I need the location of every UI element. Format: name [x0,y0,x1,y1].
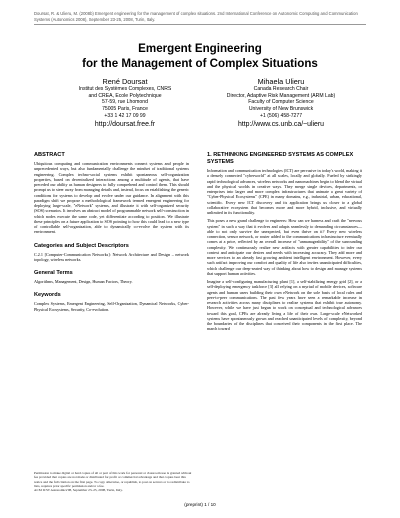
author-block-doursat [40,77,210,129]
abstract-text: Ubiquitous computing and communication environments connect systems and people in unprecedented ways, but also fundamentally challenge the mindset of traditional systems engineering. Complex techno-social systems exhibit spontaneous self-organization properties, based on decentralized interactions among a multitude of agents, that have preceded our ability as human designers to fully comprehend and control them. This should prompt us to steer away from managing details and, instead, focus on establishing the generic conditions for systems to develop and evolve under our guidance. In alignment with this paradigm shift we propose a methodological framework termed emergent engineering for deploying large-scale, "eNetwork" systems, and illustrate it with self-organized security (SOS) scenarios. It involves an abstract model of programmable network self-construction in which nodes execute the same code, yet differentiate according to position. We illustrate these principles on a future application to SOS pointing to how this could lead to a new type of controllable self-organization, able to dynamically co-evolve the system with its environment. [34,161,190,235]
author-affiliation-line: Institut des Systèmes Complexes, CNRS [78,86,172,92]
body-paragraph: Information and communication technologies (ICT) are pervasive in today's world, making it a densely connected "cyberworld" at all scales, locally and globally. Fueled by strikingly rapid technological advances, wireless networks and nanomachines begin to blend the virtual and the physical worlds in creative ways. They merge single devices, departments, or enterprises into larger and more complex infrastructures that animate a great variety of "Cyber-Physical Ecosystems" (CPE) in many domains, e.g., industrial, urban, educational, scientific. Every new ICT discovery and its application brings us closer to a global collaborative ecosystem that becomes more and more hybrid, inclusive, and virtually unlimited in its functionality. [207,168,362,215]
left-column [34,152,189,315]
body-paragraph: This poses a new grand challenge to engineers: How can we harness and craft the "nervous system" in such a way that it evolves and adapts seamlessly to demanding circumstances—able to not only survive the unexpected, but even thrive on it? Every new wireless connection, sensor network, or router added to the communications infrastructure eventually comes at a price, reflected by an overall increase of "unmanageability" of the surrounding complexity. We continuously realize new artifacts with greater capabilities to infer our context and anticipate our desires and needs with increasing accuracy. They add more and more services to an already fast growing ambient intelligent environment. However, every such artifact improving our comfort and quality of life also invites unanticipated difficulties, which challenge our deep-seated way of thinking about how to design and manage systems that support human activities. [207,218,362,276]
paper-title-line-2: for the Management of Complex Situations [82,57,318,70]
author-affiliation-line: Faculty of Computer Science [248,99,314,106]
author-affiliation-line: University of New Brunswick [248,106,314,113]
paper-title-line-1: Emergent Engineering [138,42,262,55]
keywords-heading: Keywords [34,292,61,299]
author-address-line: 57-59, rue Lhomond [102,99,148,106]
author-phone: +1 (506) 458-7277 [259,112,303,119]
general-terms-text: Algorithms, Management, Design, Human Factors, Theory. [34,279,133,284]
citation-header: Doursat, R. & Ulieru, M. (2008b) Emergent engineering for the management of complex situations. 2nd International Conference on Autonomic Computing and Communication Systems (Autonomics 2008), September 23-25, 2008, Turin, Italy. [34,11,366,25]
section-heading: 1. RETHINKING ENGINEERED SYSTEMS AS COMPLEX SYSTEMS [207,152,354,165]
author-url[interactable]: http://www.cs.unb.ca/~ulieru [238,120,324,128]
body-paragraph: Imagine a self-configuring manufacturing plant [1], a self-stabilizing energy grid [2], or a self-deploying emergency taskforce [3] all relying on a myriad of mobile devices, software agents and human users building their own eNetwork on the sole basis of local rules and peer-to-peer communications. The past few years have seen a remarkable increase in research activities across many disciplines to realize systems that exhibit true autonomy. However, while we have just begun to work on conceptual and technological advances toward this goal, CPEs are already living a life of their own. Large-scale eNetworked systems have spontaneously grown and reached unanticipated levels of complexity, beyond the boundaries of the disciplines that conceived their components in the first place. The march toward [207,279,362,332]
author-name: Mihaela Ulieru [257,77,305,86]
author-phone: +33 1 42 17 09 99 [104,112,146,119]
author-address-line: 75005 Paris, France [102,106,148,113]
abstract-heading: ABSTRACT [34,152,65,158]
author-block-ulieru [196,77,366,129]
author-affiliation-line: Canada Research Chair [253,86,309,92]
keywords-text: Complex Systems, Emergent Engineering, Self-Organization, Dynamical Networks, Cyber-Physical Ecosystems, Security, Co-evolution. [34,301,189,312]
categories-text: C.2.1 [Computer-Communication Networks]: Network Architecture and Design – network topology, wireless networks. [34,251,189,262]
author-url[interactable]: http://doursat.free.fr [94,120,156,128]
general-terms-heading: General Terms [34,270,73,276]
author-affiliation-line: and CREA, Ecole Polytechnique [88,92,162,99]
permission-notice: Permission to make digital or hard copies of all or part of this work for personal or classroom use is granted without fee provided that copies are not made or distributed for profit or commercial advantage and that copies bear this notice and the full citation on the first page. To copy otherwise, or republish, to post on servers or to redistribute to lists, requires prior specific permission and/or a fee. [34,471,192,488]
venue-line: ACM ICST Autonomics'08, September 23–25, 2008, Turin, Italy. [34,488,123,493]
author-affiliation-line: Director, Adaptive Risk Management (ARM Lab) [226,92,336,99]
categories-heading: Categories and Subject Descriptors [34,242,129,249]
right-column [207,152,362,335]
author-name: René Doursat [102,77,148,86]
page-number: (preprint) 1 / 10 [184,502,216,507]
copyright-footnote [34,471,194,492]
